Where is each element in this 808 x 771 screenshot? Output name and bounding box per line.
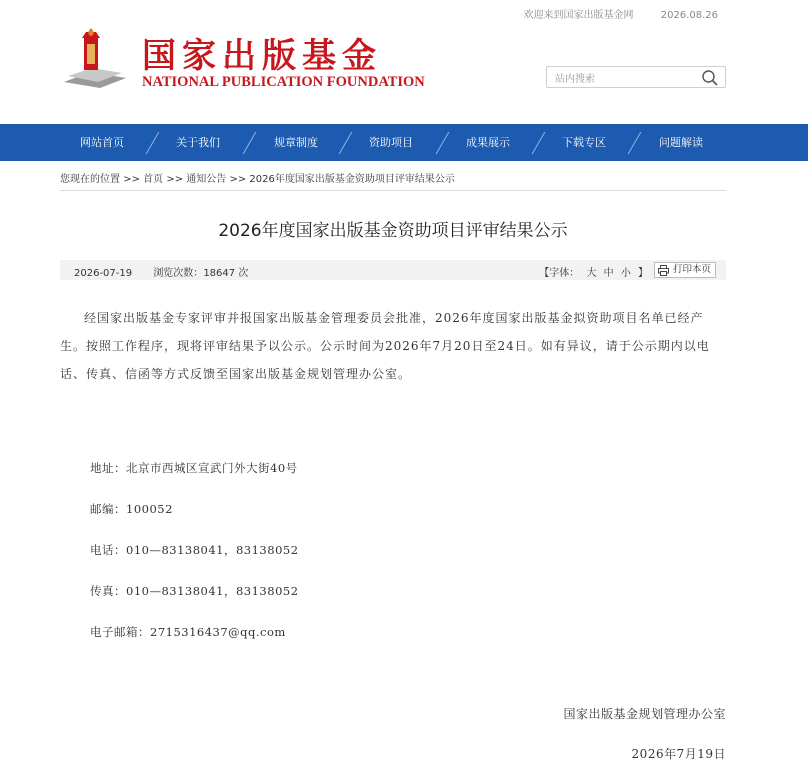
contact-email: 电子邮箱：2715316437@qq.com — [90, 625, 286, 639]
article-meta-bar — [60, 260, 726, 280]
view-count-label: 浏览次数： — [153, 268, 204, 279]
nav-item-downloads[interactable]: 下载专区 — [562, 136, 606, 149]
font-label: 【字体： — [539, 268, 580, 279]
font-large-button[interactable]: 大 — [586, 268, 597, 279]
top-bar — [500, 6, 718, 21]
nav-item-faq[interactable]: 问题解读 — [659, 136, 703, 149]
search-input[interactable] — [555, 70, 705, 90]
contact-fax: 传真：010—83138041，83138052 — [90, 584, 299, 598]
font-medium-button[interactable]: 中 — [603, 268, 614, 279]
breadcrumb-divider — [60, 190, 726, 191]
breadcrumb — [60, 170, 455, 185]
font-close: 】 — [638, 268, 648, 279]
contact-phone: 电话：010—83138041，83138052 — [90, 543, 299, 557]
view-count-value: 18647 — [203, 268, 236, 279]
contact-postcode: 邮编：100052 — [90, 502, 173, 516]
breadcrumb-section[interactable]: 通知公告 — [186, 174, 227, 185]
font-size-switcher — [539, 264, 648, 279]
view-count — [153, 268, 248, 279]
nav-divider — [628, 132, 642, 154]
print-button[interactable] — [654, 262, 716, 278]
nav-item-projects[interactable]: 资助项目 — [369, 136, 413, 149]
nav-item-achievements[interactable]: 成果展示 — [466, 136, 510, 149]
signature-date: 2026年7月19日 — [631, 747, 726, 761]
nav-item-home[interactable]: 网站首页 — [80, 136, 124, 149]
breadcrumb-separator: >> — [229, 174, 247, 185]
torch-book-emblem-icon — [60, 26, 130, 96]
welcome-text: 欢迎来到国家出版基金网 — [523, 10, 634, 21]
logo-chinese-name: 国家出版基金 — [142, 36, 382, 76]
search-icon[interactable] — [701, 69, 719, 87]
printer-icon — [658, 265, 669, 276]
site-search — [546, 66, 726, 88]
site-logo[interactable] — [60, 26, 440, 96]
article-body — [60, 304, 726, 388]
font-small-button[interactable]: 小 — [620, 268, 631, 279]
publish-date: 2026-07-19 — [74, 268, 133, 279]
breadcrumb-separator: >> — [166, 174, 184, 185]
breadcrumb-current[interactable]: 2026年度国家出版基金资助项目评审结果公示 — [249, 174, 455, 185]
nav-item-regulations[interactable]: 规章制度 — [274, 136, 318, 149]
main-nav — [0, 124, 808, 161]
article-paragraph: 经国家出版基金专家评审并报国家出版基金管理委员会批准，2026年度国家出版基金拟资助项目名单已经产生。按照工作程序，现将评审结果予以公示。公示时间为2026年7月20日至24日。如有异议，请于公示期内以电话、传真、信函等方式反馈至国家出版基金规划管理办公室。 — [60, 311, 710, 381]
nav-divider — [243, 132, 257, 154]
article-title: 2026年度国家出版基金资助项目评审结果公示 — [218, 221, 568, 241]
contact-address: 地址：北京市西城区宣武门外大街40号 — [90, 461, 298, 475]
view-count-unit: 次 — [238, 268, 249, 279]
logo-english-name: NATIONAL PUBLICATION FOUNDATION — [142, 74, 425, 90]
breadcrumb-home[interactable]: 首页 — [143, 174, 164, 185]
breadcrumb-prefix: 您现在的位置 — [60, 174, 120, 185]
current-date: 2026.08.26 — [660, 10, 718, 21]
print-label: 打印本页 — [672, 264, 711, 275]
breadcrumb-separator: >> — [123, 174, 140, 185]
signature: 国家出版基金规划管理办公室 — [563, 707, 726, 721]
nav-item-about[interactable]: 关于我们 — [176, 136, 220, 149]
